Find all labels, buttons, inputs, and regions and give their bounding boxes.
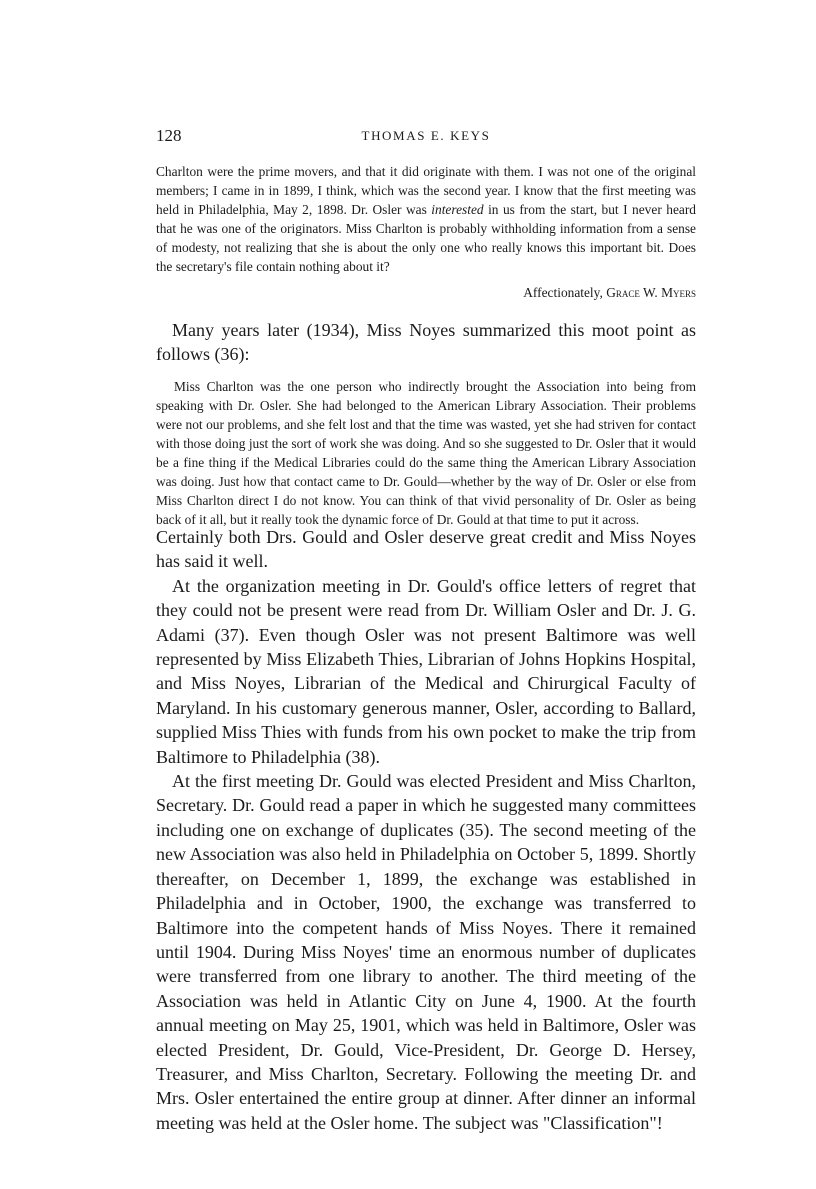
letter-closing: Affectionately, bbox=[523, 285, 603, 300]
intro-paragraph-block bbox=[156, 318, 696, 367]
paragraph-credit: Certainly both Drs. Gould and Osler deserve great credit and Miss Noyes has said it well. bbox=[156, 527, 696, 572]
paragraph-organization-meeting: At the organization meeting in Dr. Gould's office letters of regret that they could not be present were read from Dr. William Osler and Dr. J. G. Adami (37). Even though Osler was not present Baltimore was well represented by Miss Elizabeth Thies, Librarian of Johns Hopkins Hospital, and Miss Noyes, Librarian of the Medical and Chirurgical Faculty of Maryland. In his customary generous manner, Osler, according to Ballard, supplied Miss Thies with funds from his own pocket to make the trip from Baltimore to Philadelphia (38). bbox=[156, 575, 696, 767]
paragraph-first-meeting: At the first meeting Dr. Gould was elected President and Miss Charlton, Secretary. Dr. Gould read a paper in which he suggested many committees including one on exchange of duplicates (35). The second meeting of the new Association was also held in Philadelphia on October 5, 1899. Shortly thereafter, on December 1, 1899, the exchange was established in Philadelphia and in October, 1900, the exchange was transferred to Baltimore into the competent hands of Miss Noyes. There it remained until 1904. During Miss Noyes' time an enormous number of duplicates were transferred from one library to another. The third meeting of the Association was held in Atlantic City on June 4, 1900. At the fourth annual meeting on May 25, 1901, which was held in Baltimore, Osler was elected President, Dr. Gould, Vice-President, Dr. George D. Hersey, Treasurer, and Miss Charlton, Secretary. Following the meeting Dr. and Mrs. Osler entertained the entire group at dinner. After dinner an informal meeting was held at the Osler home. The subject was "Classification"! bbox=[156, 771, 696, 1133]
intro-paragraph: Many years later (1934), Miss Noyes summarized this moot point as follows (36): bbox=[156, 320, 696, 365]
page-number: 128 bbox=[156, 126, 182, 145]
page-header bbox=[156, 126, 696, 148]
letter-italic-word: interested bbox=[431, 202, 484, 217]
main-text bbox=[156, 525, 696, 1135]
letter-excerpt bbox=[156, 162, 696, 276]
noyes-quote: Miss Charlton was the one person who indirectly brought the Association into being from speaking with Dr. Osler. She had belonged to the American Library Association. Their problems were not our problems, and she felt lost and that the time was wasted, yet she had striven for contact with those doing just the sort of work she was doing. And so she suggested to Dr. Osler that it would be a fine thing if the Medical Libraries could do the same thing the American Library Association was doing. Just how that contact came to Dr. Gould—whether by the way of Dr. Osler or else from Miss Charlton direct I do not know. You can think of that vivid personality of Dr. Osler as being back of it all, but it really took the dynamic force of Dr. Gould at that time to put it across. bbox=[156, 379, 696, 527]
letter-signature-line bbox=[156, 285, 696, 301]
quote-block bbox=[156, 377, 696, 529]
letter-text: Charlton were the prime movers, and that it did originate with them. I was not one of the original members; I came in in 1899, I think, which was the second year. I know that the first meeting was held in Philadelphia, May 2, 1898. Dr. Osler was interested in us from the start, but I never heard that he was one of the originators. Miss Charlton is probably withholding information from a sense of modesty, not realizing that she is about the only one who really knows this important bit. Does the secretary's file contain nothing about it? bbox=[156, 164, 696, 274]
letter-signature: Grace W. Myers bbox=[606, 285, 696, 300]
running-head: THOMAS E. KEYS bbox=[361, 128, 491, 143]
